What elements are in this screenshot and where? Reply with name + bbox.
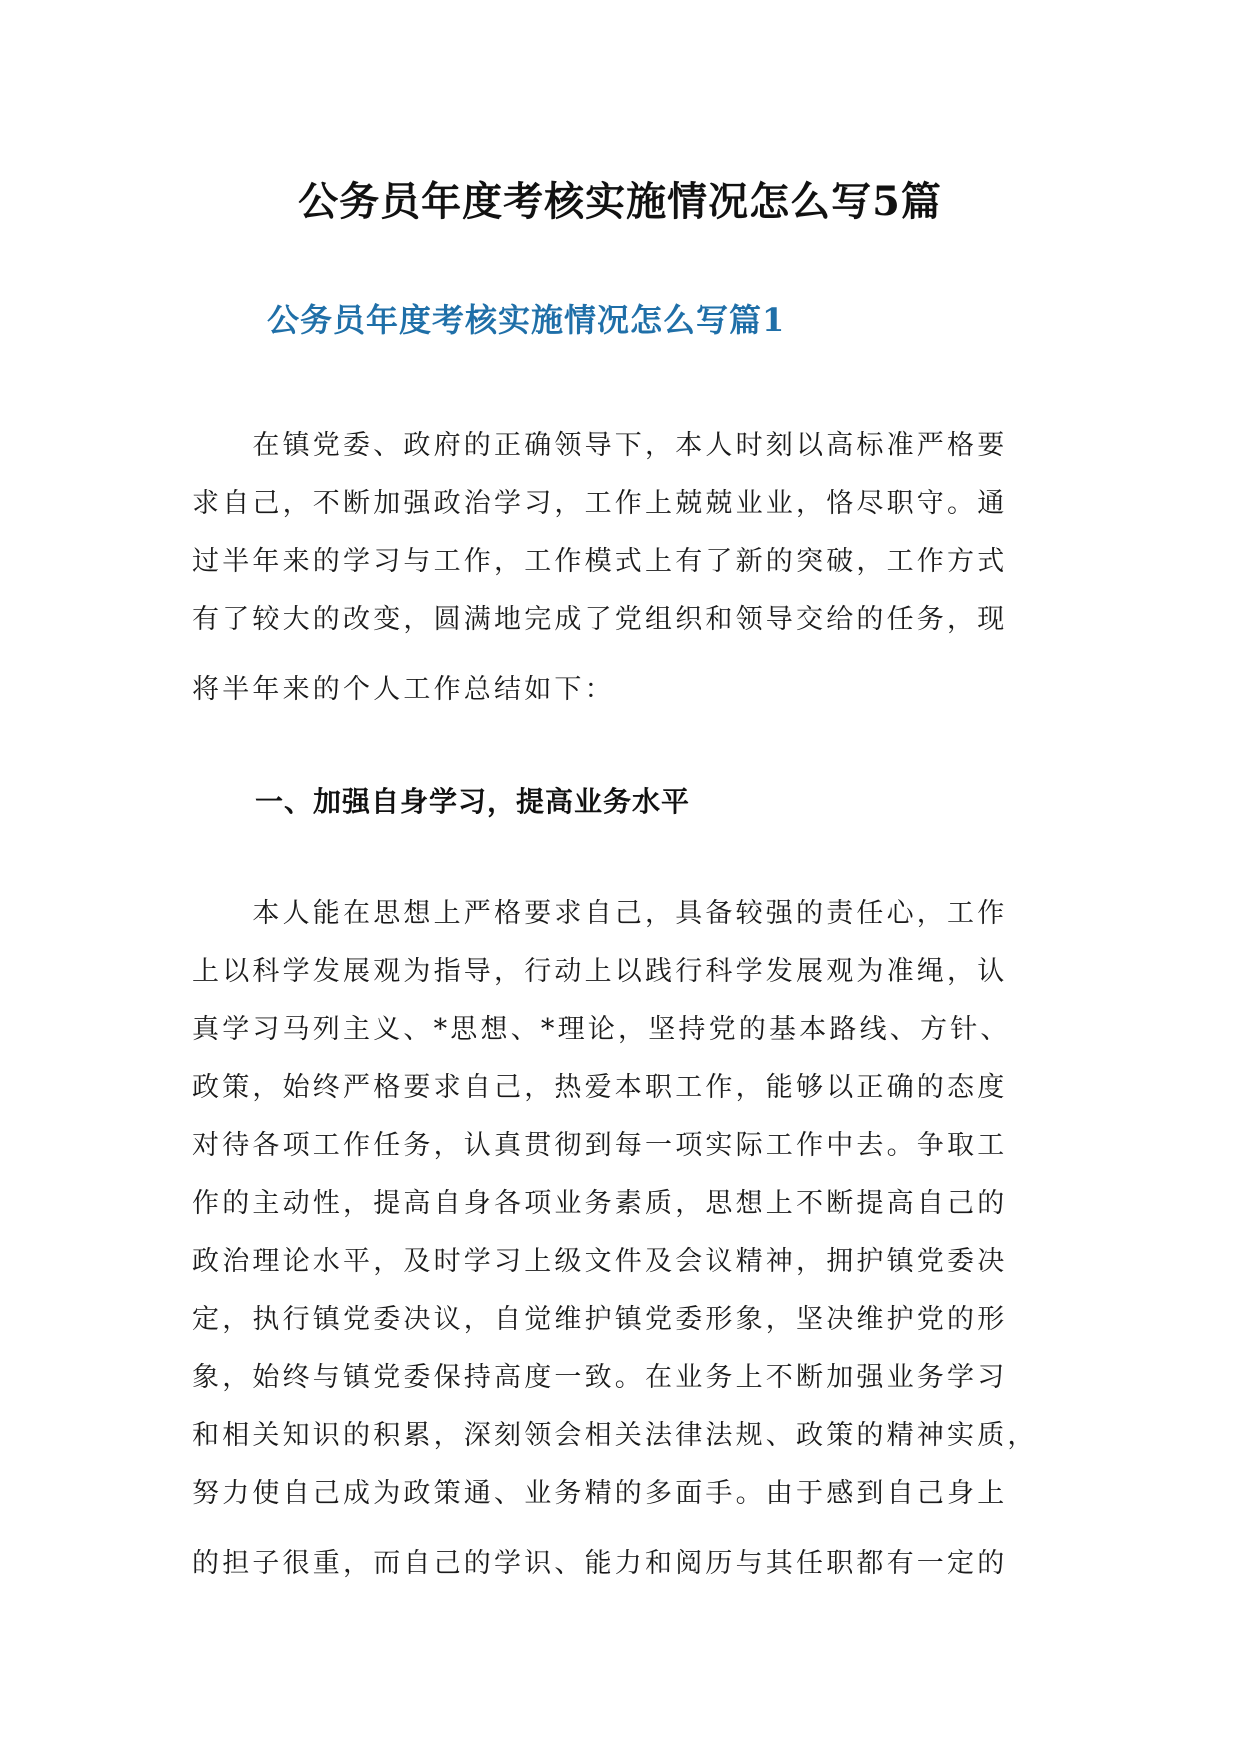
section-title: 公务员年度考核实施情况怎么写篇1 [267, 301, 786, 339]
paragraph-line: 过半年来的学习与工作，工作模式上有了新的突破，工作方式 [192, 546, 1008, 577]
subheading-study: 一、加强自身学习，提高业务水平 [255, 785, 691, 818]
document-title: 公务员年度考核实施情况怎么写5篇 [298, 178, 942, 225]
paragraph-intro [192, 417, 1052, 719]
paragraph-line: 有了较大的改变，圆满地完成了党组织和领导交给的任务，现 [192, 604, 1008, 635]
paragraph-line: 对待各项工作任务，认真贯彻到每一项实际工作中去。争取工 [192, 1130, 1008, 1161]
paragraph-line: 求自己，不断加强政治学习，工作上兢兢业业，恪尽职守。通 [192, 488, 1008, 519]
paragraph-study [192, 885, 1052, 1593]
paragraph-line: 真学习马列主义、*思想、*理论，坚持党的基本路线、方针、 [192, 1014, 1011, 1045]
paragraph-line: 将半年来的个人工作总结如下： [192, 674, 615, 705]
paragraph-line: 定，执行镇党委决议，自觉维护镇党委形象，坚决维护党的形 [192, 1304, 1008, 1335]
paragraph-line: 政治理论水平，及时学习上级文件及会议精神，拥护镇党委决 [192, 1246, 1008, 1277]
paragraph-line: 政策，始终严格要求自己，热爱本职工作，能够以正确的态度 [192, 1072, 1008, 1103]
paragraph-line: 努力使自己成为政策通、业务精的多面手。由于感到自己身上 [192, 1478, 1008, 1509]
paragraph-line: 作的主动性，提高自身各项业务素质，思想上不断提高自己的 [192, 1188, 1008, 1219]
paragraph-line: 象，始终与镇党委保持高度一致。在业务上不断加强业务学习 [192, 1362, 1008, 1393]
paragraph-line: 本人能在思想上严格要求自己，具备较强的责任心，工作 [192, 898, 1008, 929]
paragraph-line: 在镇党委、政府的正确领导下，本人时刻以高标准严格要 [192, 430, 1008, 461]
paragraph-line: 和相关知识的积累，深刻领会相关法律法规、政策的精神实质， [192, 1420, 1038, 1451]
paragraph-line: 的担子很重，而自己的学识、能力和阅历与其任职都有一定的 [192, 1548, 1008, 1579]
paragraph-line: 上以科学发展观为指导，行动上以践行科学发展观为准绳，认 [192, 956, 1008, 987]
